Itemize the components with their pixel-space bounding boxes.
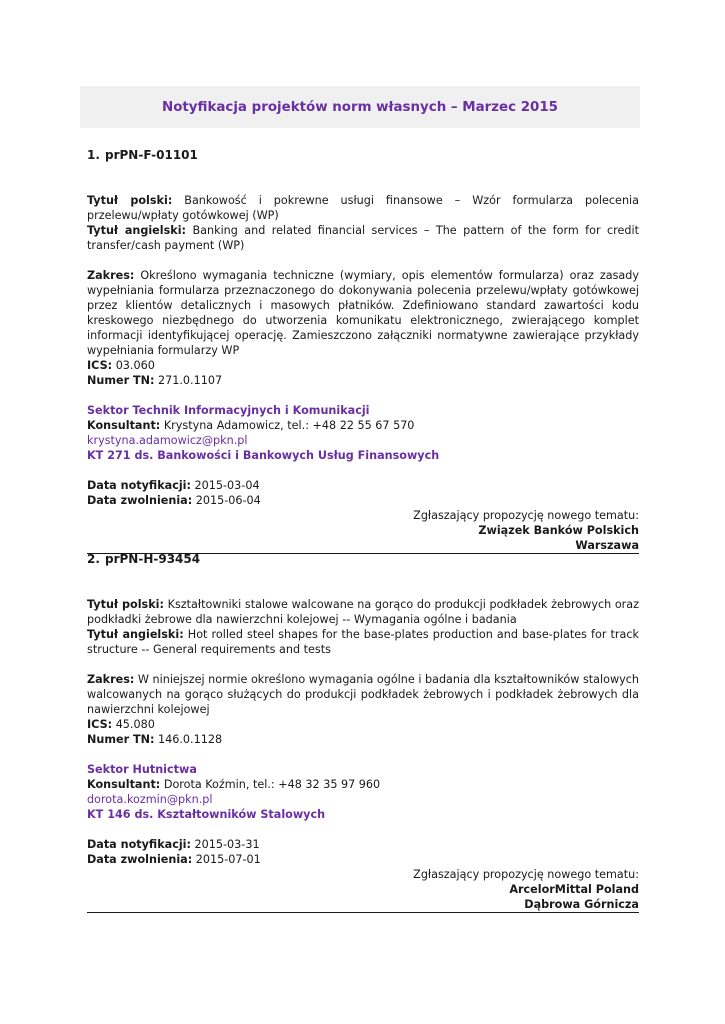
entry-heading xyxy=(87,148,639,163)
proposer-name: ArcelorMittal Poland xyxy=(509,883,639,896)
title-english-value: Banking and related financial services – The pattern of the form for credit transfer/cash payment (WP) xyxy=(87,224,639,252)
title-polish-value: Bankowość i pokrewne usługi finansowe – Wzór formularza polecenia przelewu/wpłaty gotówkowej (WP) xyxy=(87,194,639,222)
title-band xyxy=(80,86,640,128)
ics-label: ICS: xyxy=(87,359,113,372)
entry-code: prPN-H-93454 xyxy=(105,552,201,566)
notification-date-value: 2015-03-31 xyxy=(194,838,260,851)
proposer-name: Związek Banków Polskich xyxy=(478,524,639,537)
release-date-label: Data zwolnienia: xyxy=(87,494,193,507)
release-date xyxy=(87,852,639,867)
ics-value: 45.080 xyxy=(115,718,155,731)
consultant-label: Konsultant: xyxy=(87,419,161,432)
notification-date-label: Data notyfikacji: xyxy=(87,838,191,851)
tn-number xyxy=(87,373,639,388)
consultant xyxy=(87,777,639,792)
scope xyxy=(87,672,639,717)
consultant-email-link[interactable]: dorota.kozmin@pkn.pl xyxy=(87,793,213,806)
title-polish xyxy=(87,193,639,223)
notification-date-value: 2015-03-04 xyxy=(194,479,260,492)
tn-value: 146.0.1128 xyxy=(158,733,223,746)
entry-heading xyxy=(87,552,639,567)
norm-entry-2 xyxy=(87,552,639,913)
tn-label: Numer TN: xyxy=(87,733,155,746)
consultant xyxy=(87,418,639,433)
notification-date xyxy=(87,478,639,493)
ics-label: ICS: xyxy=(87,718,113,731)
title-polish xyxy=(87,597,639,627)
title-english-label: Tytuł angielski: xyxy=(87,628,184,641)
ics xyxy=(87,717,639,732)
title-english-label: Tytuł angielski: xyxy=(87,224,187,237)
notification-date xyxy=(87,837,639,852)
title-english-value: Hot rolled steel shapes for the base-plates production and base-plates for track structure -- General requirements and tests xyxy=(87,628,639,656)
tn-label: Numer TN: xyxy=(87,374,155,387)
sector: Sektor Hutnictwa xyxy=(87,763,197,776)
release-date xyxy=(87,493,639,508)
notification-date-label: Data notyfikacji: xyxy=(87,479,191,492)
proposer-city: Dąbrowa Górnicza xyxy=(87,897,639,913)
technical-committee: KT 146 ds. Kształtowników Stalowych xyxy=(87,808,326,821)
document-title: Notyfikacja projektów norm własnych – Marzec 2015 xyxy=(162,99,558,115)
sector: Sektor Technik Informacyjnych i Komunikacji xyxy=(87,404,370,417)
proposer-city: Warszawa xyxy=(87,538,639,554)
technical-committee: KT 271 ds. Bankowości i Bankowych Usług Finansowych xyxy=(87,449,440,462)
title-polish-value: Kształtowniki stalowe walcowane na gorąco do produkcji podkładek żebrowych oraz podkładki żebrowe dla nawierzchni kolejowej -- Wymagania ogólne i badania xyxy=(87,598,639,626)
norm-entry-1 xyxy=(87,148,639,554)
entry-number: 2. xyxy=(87,552,100,566)
consultant-value: Krystyna Adamowicz, tel.: +48 22 55 67 570 xyxy=(163,419,415,432)
entry-number: 1. xyxy=(87,148,100,162)
tn-value: 271.0.1107 xyxy=(158,374,223,387)
scope-value: Określono wymagania techniczne (wymiary, opis elementów formularza) oraz zasady wypełniania formularza przeznaczonego do dokonywania polecenia przelewu/wpłaty gotówkowej przez klientów detalicznych i masowych płatników. Zdefiniowano standard zawartości kodu kreskowego niezbędnego do utworzenia komunikatu elektronicznego, zwierającego komplet informacji identyfikującej operację. Zamieszczono załączniki normatywne zawierające przykłady wypełniania formularzy WP xyxy=(87,269,639,357)
title-english xyxy=(87,627,639,657)
title-english xyxy=(87,223,639,253)
scope-value: W niniejszej normie określono wymagania ogólne i badania dla kształtowników stalowych walcowanych na gorąco służących do produkcji podkładek żebrowych i podkładek żebrowych dla nawierzchni kolejowej xyxy=(87,673,639,716)
scope-label: Zakres: xyxy=(87,673,135,686)
proposer-label: Zgłaszający propozycję nowego tematu: xyxy=(413,509,639,522)
release-date-value: 2015-07-01 xyxy=(195,853,261,866)
ics-value: 03.060 xyxy=(115,359,155,372)
scope xyxy=(87,268,639,358)
consultant-label: Konsultant: xyxy=(87,778,161,791)
entry-code: prPN-F-01101 xyxy=(105,148,198,162)
release-date-value: 2015-06-04 xyxy=(195,494,261,507)
scope-label: Zakres: xyxy=(87,269,135,282)
title-polish-label: Tytuł polski: xyxy=(87,194,173,207)
tn-number xyxy=(87,732,639,747)
title-polish-label: Tytuł polski: xyxy=(87,598,164,611)
release-date-label: Data zwolnienia: xyxy=(87,853,193,866)
consultant-value: Dorota Koźmin, tel.: +48 32 35 97 960 xyxy=(163,778,381,791)
ics xyxy=(87,358,639,373)
proposer-label: Zgłaszający propozycję nowego tematu: xyxy=(413,868,639,881)
consultant-email-link[interactable]: krystyna.adamowicz@pkn.pl xyxy=(87,434,248,447)
